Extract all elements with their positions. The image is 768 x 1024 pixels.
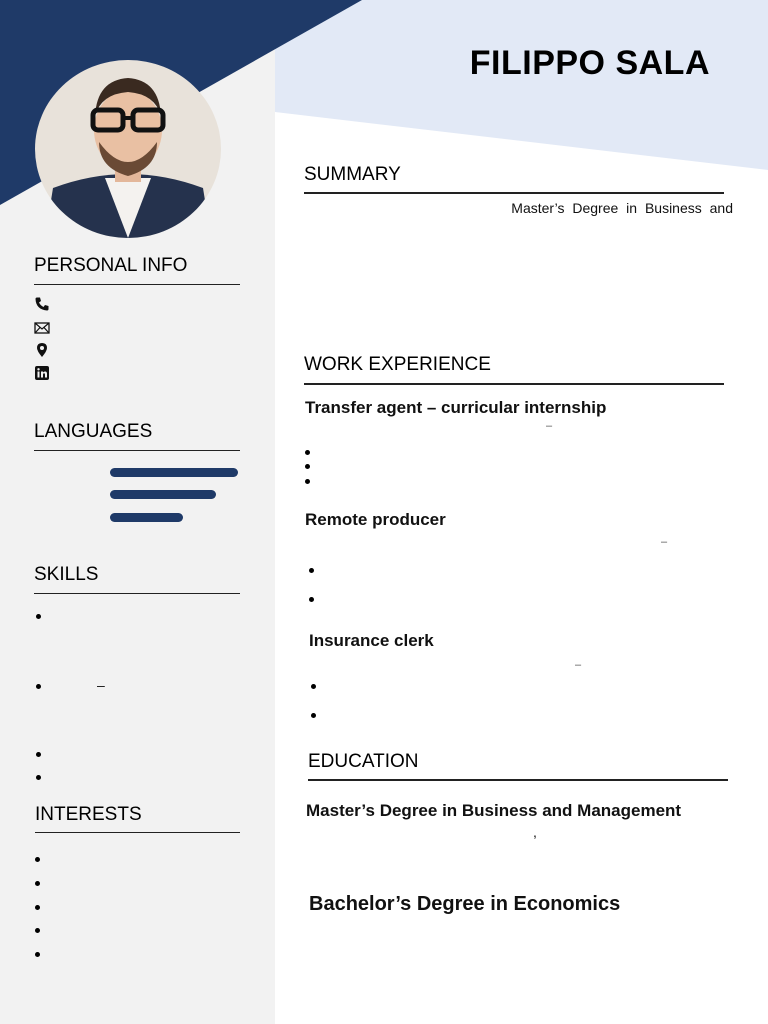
profile-photo xyxy=(35,60,221,238)
header-light-band xyxy=(275,0,768,170)
list-item xyxy=(309,568,314,573)
education-title: EDUCATION xyxy=(308,751,419,772)
skills-title: SKILLS xyxy=(34,564,99,585)
skill-dash: – xyxy=(97,677,105,693)
job-date-dash-2: – xyxy=(661,536,668,548)
list-item xyxy=(35,928,40,933)
language-level-bar-3 xyxy=(110,513,183,522)
list-item xyxy=(35,857,40,862)
languages-rule xyxy=(34,450,240,451)
mail-icon xyxy=(34,320,50,336)
degree-title-1: Master’s Degree in Business and Management xyxy=(306,801,682,820)
list-item xyxy=(35,881,40,886)
personal-info-title: PERSONAL INFO xyxy=(34,255,188,276)
interests-rule xyxy=(35,832,240,833)
work-experience-title: WORK EXPERIENCE xyxy=(304,354,491,375)
job-date-dash-3: – xyxy=(575,659,582,671)
linkedin-icon xyxy=(34,365,50,381)
list-item xyxy=(35,905,40,910)
summary-title: SUMMARY xyxy=(304,164,401,185)
work-experience-rule xyxy=(304,383,724,385)
interests-title: INTERESTS xyxy=(35,804,142,825)
list-item xyxy=(305,450,310,455)
list-item xyxy=(36,752,41,757)
summary-rule xyxy=(304,192,724,194)
list-item xyxy=(36,775,41,780)
job-title-3: Insurance clerk xyxy=(309,631,434,650)
candidate-name: FILIPPO SALA xyxy=(469,44,710,82)
summary-text: Master’s Degree in Business and xyxy=(511,200,733,216)
list-item xyxy=(311,713,316,718)
education-rule xyxy=(308,779,728,781)
list-item xyxy=(35,952,40,957)
skills-rule xyxy=(34,593,240,594)
list-item xyxy=(305,464,310,469)
list-item xyxy=(311,684,316,689)
list-item xyxy=(305,479,310,484)
job-title-1: Transfer agent – curricular internship xyxy=(305,398,607,417)
personal-info-rule xyxy=(34,284,240,285)
phone-icon xyxy=(34,296,50,312)
language-level-bar-1 xyxy=(110,468,238,477)
list-item xyxy=(309,597,314,602)
degree-title-2: Bachelor’s Degree in Economics xyxy=(309,893,621,915)
degree-comma-1: , xyxy=(533,824,537,840)
language-level-bar-2 xyxy=(110,490,216,499)
job-title-2: Remote producer xyxy=(305,510,446,529)
languages-title: LANGUAGES xyxy=(34,421,153,442)
location-pin-icon xyxy=(34,342,50,358)
job-date-dash-1: – xyxy=(546,420,553,432)
list-item xyxy=(36,684,41,689)
list-item xyxy=(36,614,41,619)
